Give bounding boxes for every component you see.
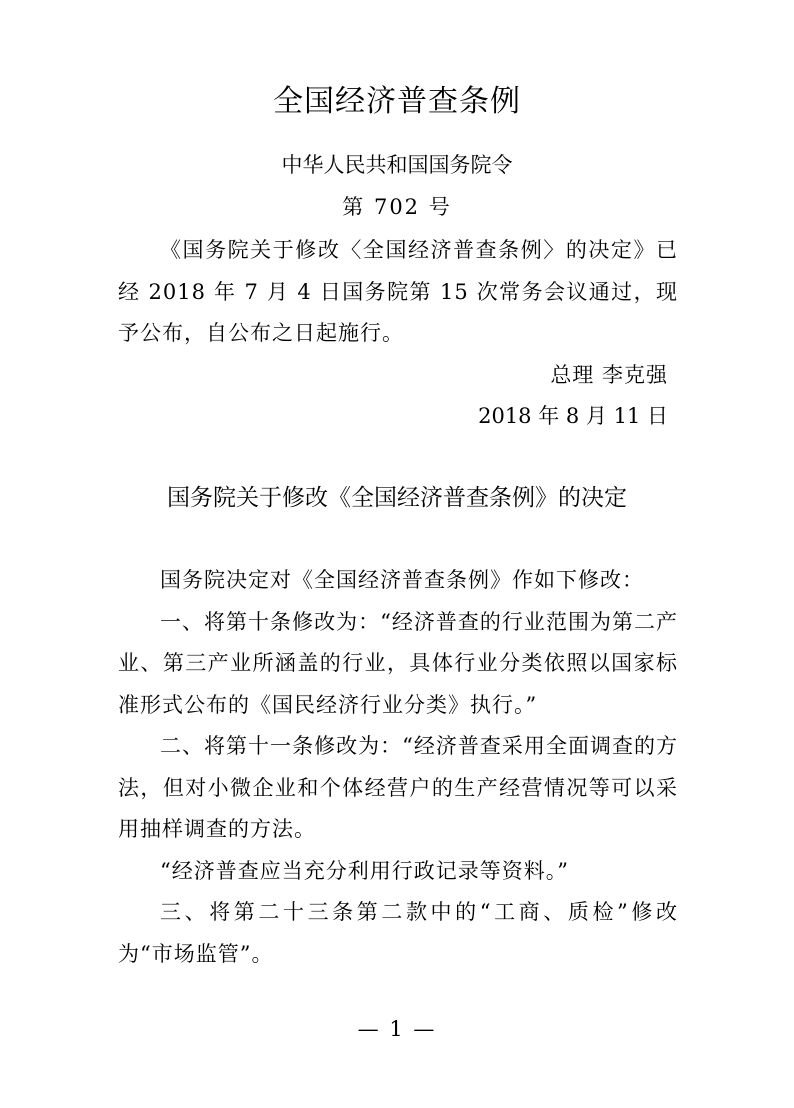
section-title: 国务院关于修改《全国经济普查条例》的决定: [167, 485, 627, 511]
document-title: 全国经济普查条例: [273, 84, 521, 119]
signature: 总理 李克强: [550, 363, 668, 387]
page-number: — 1 —: [357, 1017, 437, 1041]
decision-paragraph: 三、将第二十三条第二款中的“工商、质检”修改为“市场监管”。: [118, 900, 678, 966]
decision-paragraph: “经济普查应当充分利用行政记录等资料。”: [160, 858, 569, 883]
intro-block: [118, 230, 678, 355]
decree-issuer: 中华人民共和国国务院令: [281, 153, 513, 177]
decision-body: [118, 560, 678, 975]
decision-paragraph: 一、将第十条修改为：“经济普查的行业范围为第二产业、第三产业所涵盖的行业，具体行业分类依照以国家标准形式公布的《国民经济行业分类》执行。”: [118, 609, 678, 717]
decision-paragraph: 二、将第十一条修改为：“经济普查采用全面调查的方法，但对小微企业和个体经营户的生产经营情况等可以采用抽样调查的方法。: [118, 734, 678, 841]
intro-paragraph: 《国务院关于修改〈全国经济普查条例〉的决定》已经 2018 年 7 月 4 日国务院第 15 次常务会议通过，现予公布，自公布之日起施行。: [118, 238, 678, 345]
decision-paragraph: 国务院决定对《全国经济普查条例》作如下修改：: [160, 568, 644, 592]
decree-number: 第 702 号: [342, 195, 452, 219]
issue-date: 2018 年 8 月 11 日: [478, 404, 668, 428]
